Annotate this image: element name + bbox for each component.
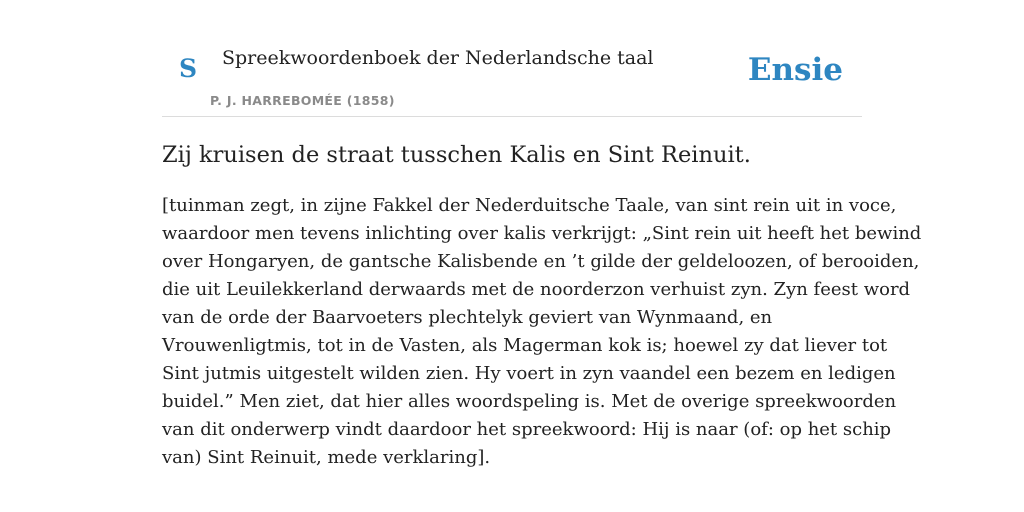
explanation-line: [tuinman zegt, in zijne Fakkel der Nederduitsche Taale, van sint rein uit in voce, [162,195,897,216]
book-title-link[interactable]: Spreekwoordenboek der Nederlandsche taal [222,47,654,69]
proverb-explanation [162,192,922,472]
explanation-line: waardoor men tevens inlichting over kalis verkrijgt: „Sint rein uit heeft het bewind [162,223,922,244]
explanation-line: die uit Leuilekkerland derwaards met de noorderzon verhuist zyn. Zyn feest word [162,279,911,300]
explanation-line: Sint jutmis uitgestelt wilden zien. Hy voert in zyn vaandel een bezem en ledigen [162,363,896,384]
dictionary-header [162,0,862,117]
explanation-line: van dit onderwerp vindt daardoor het spreekwoord: Hij is naar (of: op het schip [162,419,892,440]
explanation-line: buidel.” Men ziet, dat hier alles woordspeling is. Met de overige spreekwoorden [162,391,897,412]
explanation-line: van de orde der Baarvoeters plechtelyk geviert van Wynmaand, en [162,307,773,328]
letter-s-icon: S [179,54,198,83]
explanation-line: Vrouwenligtmis, tot in de Vasten, als Magerman kok is; hoewel zy dat liever tot [162,335,888,356]
proverb-title: Zij kruisen de straat tusschen Kalis en Sint Reinuit. [162,142,751,168]
author-credit: P. J. HARREBOMÉE (1858) [210,93,395,108]
explanation-line: over Hongaryen, de gantsche Kalisbende en ’t gilde der geldeloozen, of berooiden, [162,251,920,272]
ensie-logo[interactable]: Ensie [747,52,843,88]
explanation-line: van) Sint Reinuit, mede verklaring]. [162,447,491,468]
